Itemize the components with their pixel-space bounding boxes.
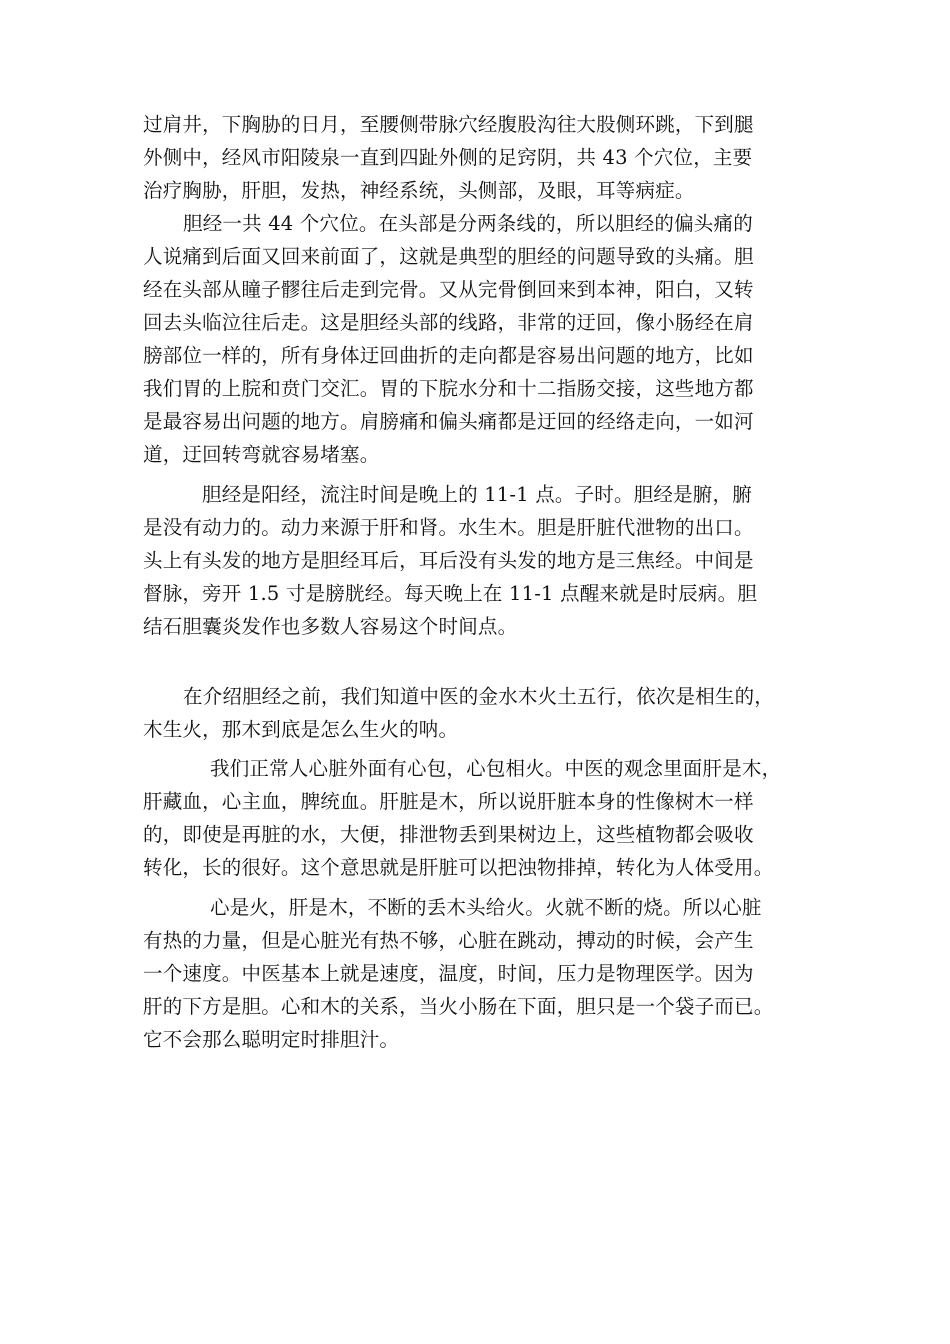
- text-line: 是没有动力的。动力来源于肝和肾。水生木。胆是肝脏代泄物的出口。: [143, 516, 754, 539]
- text-line: 膀部位一样的，所有身体迂回曲折的走向都是容易出问题的地方，比如: [143, 344, 754, 367]
- text-line: 结石胆囊炎发作也多数人容易这个时间点。: [143, 615, 518, 638]
- text-line: 人说痛到后面又回来前面了，这就是典型的胆经的问题导致的头痛。胆: [143, 245, 754, 268]
- text-line: 一个速度。中医基本上就是速度，温度，时间，压力是物理医学。因为: [143, 962, 754, 985]
- text-line: 胆经一共 44 个穴位。在头部是分两条线的，所以胆经的偏头痛的: [183, 212, 753, 235]
- text-line: 在介绍胆经之前，我们知道中医的金水木火土五行，依次是相生的，: [183, 685, 775, 708]
- text-line: 头上有头发的地方是胆经耳后，耳后没有头发的地方是三焦经。中间是: [143, 549, 754, 572]
- text-line: 有热的力量，但是心脏光有热不够，心脏在跳动，搏动的时候，会产生: [143, 929, 754, 952]
- text-line: 治疗胸胁，肝胆，发热，神经系统，头侧部，及眼，耳等病症。: [143, 179, 695, 202]
- text-line: 心是火，肝是木，不断的丢木头给火。火就不断的烧。所以心脏: [210, 896, 762, 919]
- text-line: 经在头部从瞳子髎往后走到完骨。又从完骨倒回来到本神，阳白，又转: [143, 278, 754, 301]
- text-line: 外侧中，经风市阳陵泉一直到四趾外侧的足窍阴，共 43 个穴位，主要: [143, 146, 753, 169]
- text-line: 肝的下方是胆。心和木的关系，当火小肠在下面，胆只是一个袋子而已。: [143, 995, 774, 1018]
- text-line: 它不会那么聪明定时排胆汁。: [143, 1028, 400, 1051]
- text-line: 的，即使是再脏的水，大便，排泄物丢到果树边上，这些植物都会吸收: [143, 823, 754, 846]
- text-line: 是最容易出问题的地方。肩膀痛和偏头痛都是迂回的经络走向，一如河: [143, 410, 754, 433]
- text-line: 道，迂回转弯就容易堵塞。: [143, 443, 380, 466]
- text-line: 我们胃的上脘和贲门交汇。胃的下脘水分和十二指肠交接，这些地方都: [143, 377, 754, 400]
- text-line: 督脉，旁开 1.5 寸是膀胱经。每天晚上在 11-1 点醒来就是时辰病。胆: [143, 582, 758, 605]
- text-line: 我们正常人心脏外面有心包，心包相火。中医的观念里面肝是木，: [210, 757, 782, 780]
- text-line: 木生火，那木到底是怎么生火的呐。: [143, 718, 459, 741]
- text-line: 肝藏血，心主血，脾统血。肝脏是木，所以说肝脏本身的性像树木一样: [143, 790, 754, 813]
- text-line: 胆经是阳经，流注时间是晚上的 11-1 点。子时。胆经是腑，腑: [202, 483, 752, 506]
- text-line: 转化，长的很好。这个意思就是肝脏可以把浊物排掉，转化为人体受用。: [143, 856, 774, 879]
- text-line: 过肩井，下胸胁的日月，至腰侧带脉穴经腹股沟往大股侧环跳，下到腿: [143, 113, 754, 136]
- text-line: 回去头临泣往后走。这是胆经头部的线路，非常的迂回，像小肠经在肩: [143, 311, 754, 334]
